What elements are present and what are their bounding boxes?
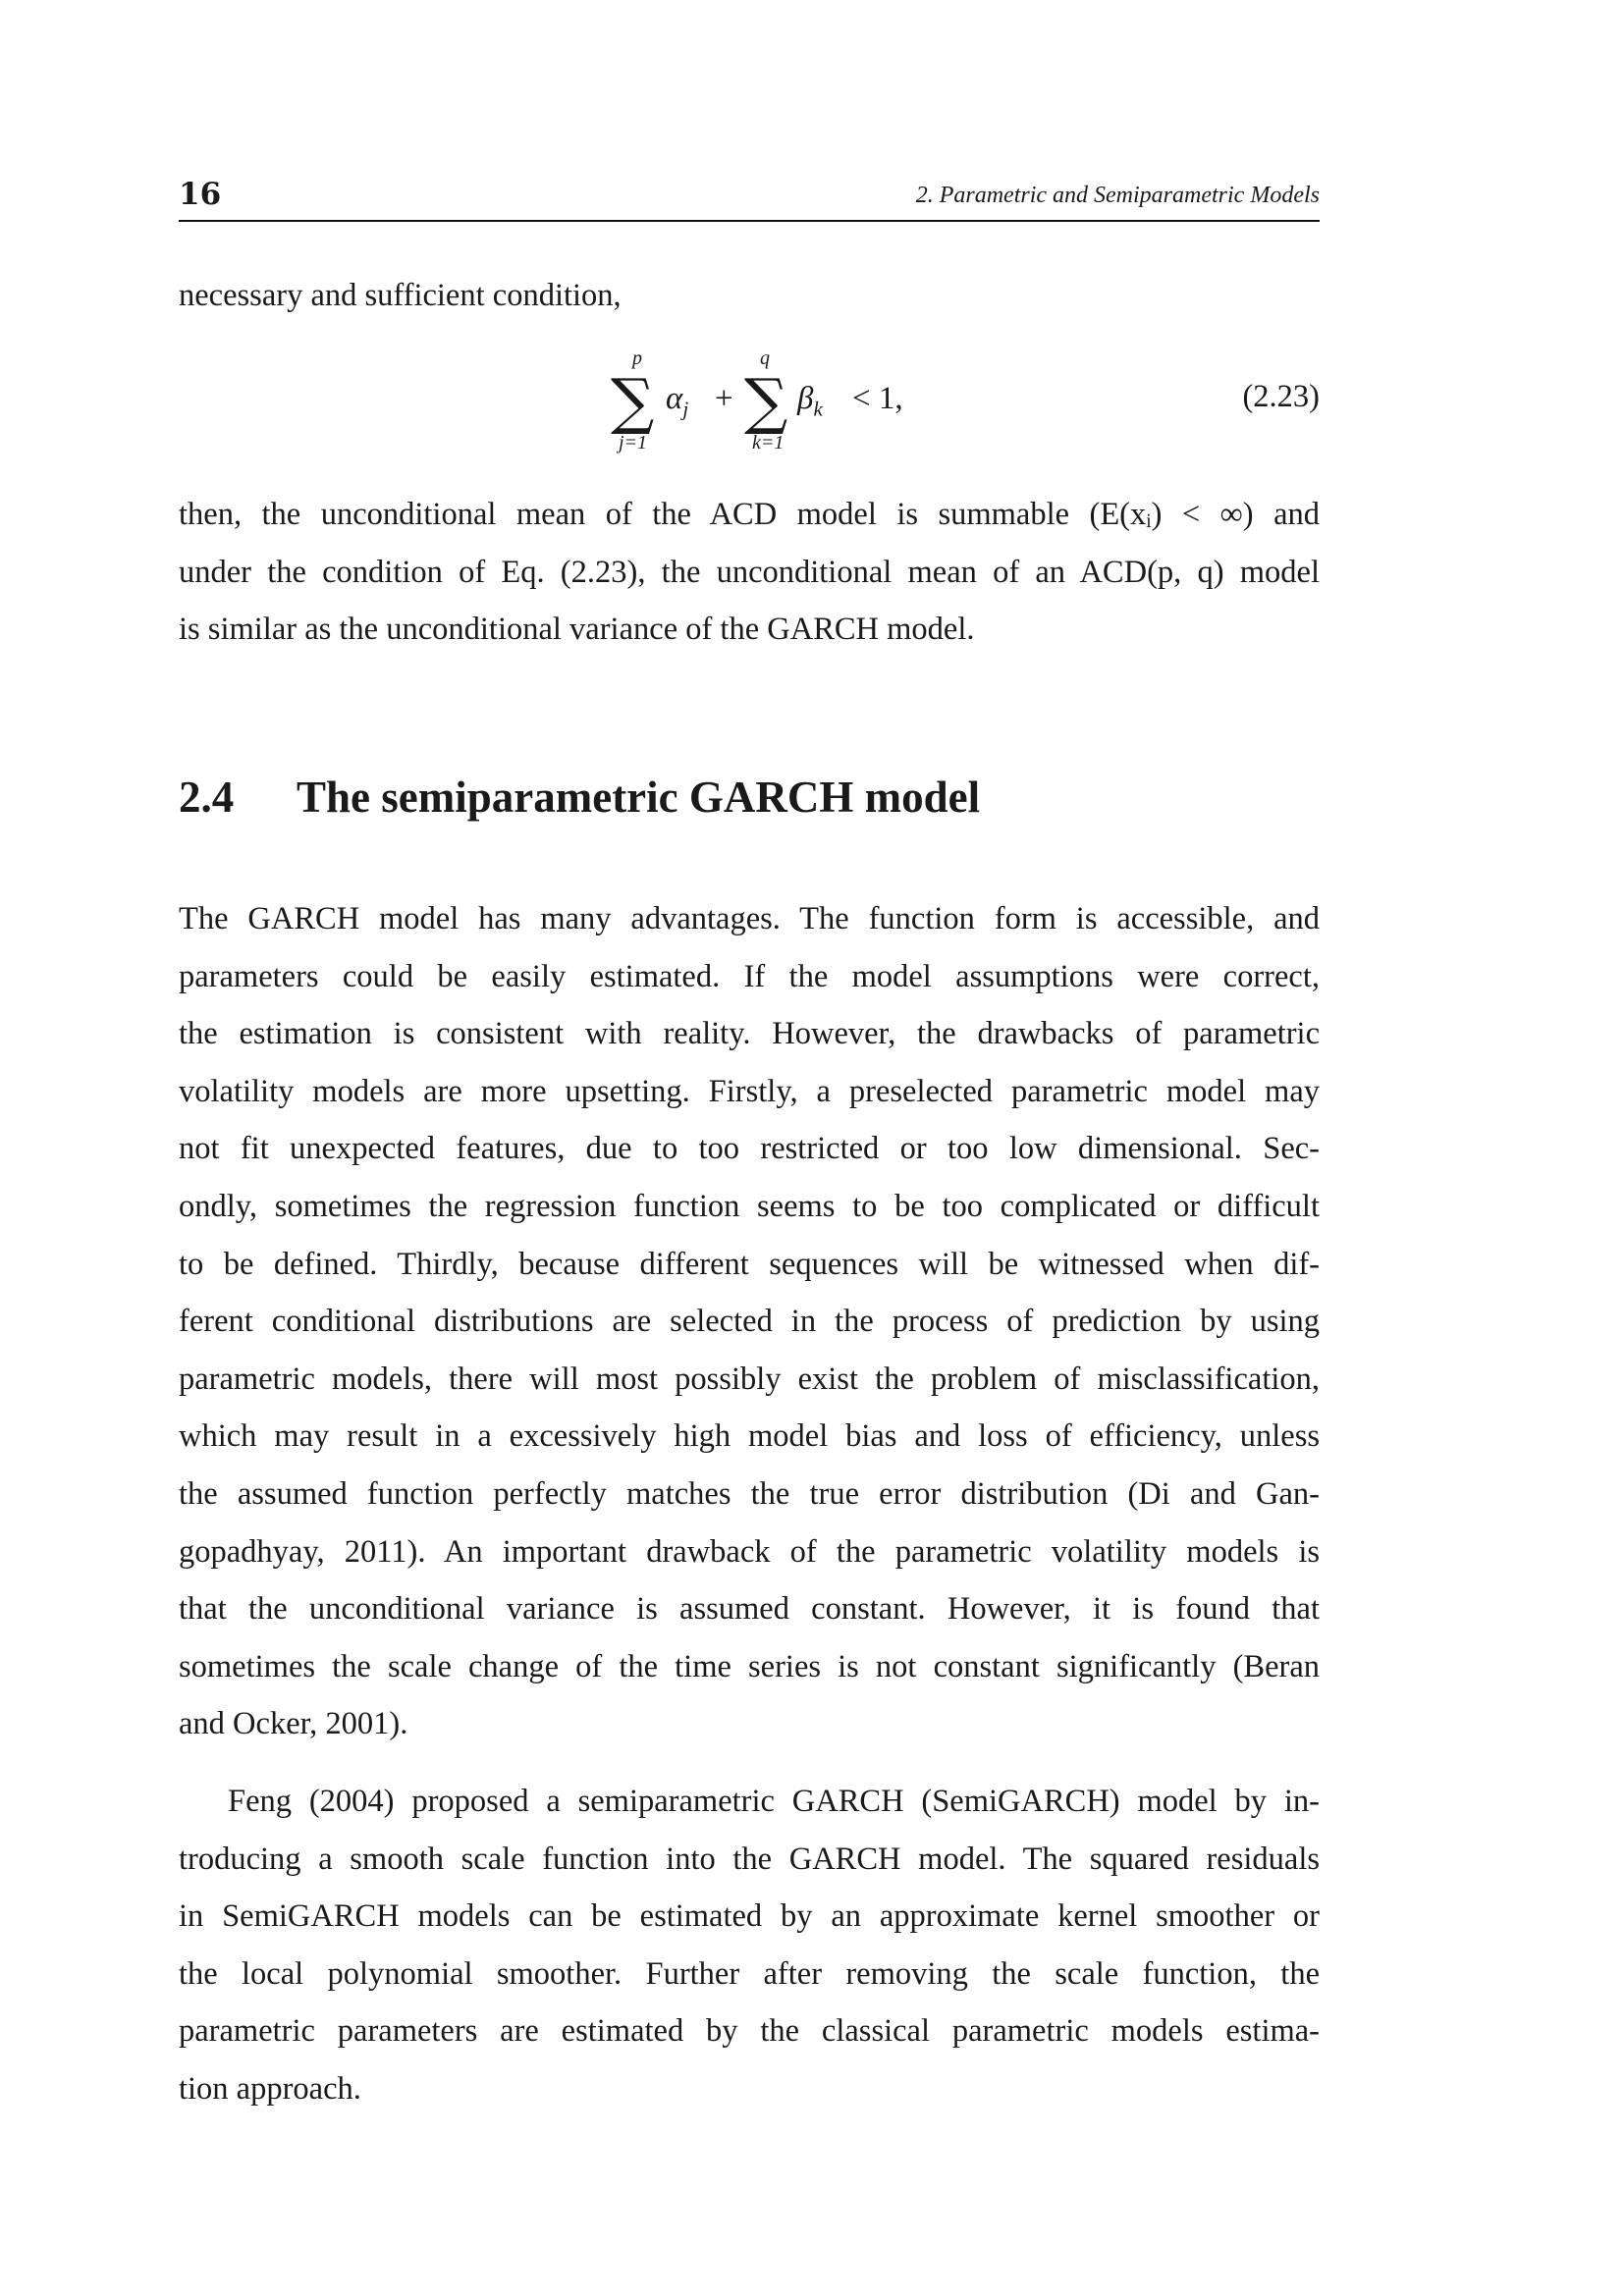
paragraph-1 — [179, 890, 1320, 1753]
text-line: sometimes the scale change of the time series is not constant significantly (Beran — [179, 1648, 1320, 1684]
equation-body — [611, 342, 1082, 459]
equation-number: (2.23) — [1242, 379, 1320, 414]
text-line: and Ocker, 2001). — [179, 1706, 408, 1742]
text-line: not fit unexpected features, due to too restricted or too low dimensional. Sec- — [179, 1131, 1320, 1167]
running-title: 2. Parametric and Semiparametric Models — [915, 183, 1320, 208]
text-line: troducing a smooth scale function into the GARCH model. The squared residuals — [179, 1841, 1320, 1877]
running-header — [179, 175, 1320, 222]
text-line: gopadhyay, 2011). An important drawback of the parametric volatility models is — [179, 1533, 1320, 1570]
relation: < 1, — [852, 381, 903, 416]
paper-page — [179, 0, 1320, 2296]
text-line: is similar as the unconditional variance of the GARCH model. — [179, 612, 975, 648]
term2 — [797, 381, 823, 422]
text-line: in SemiGARCH models can be estimated by an approximate kernel smoother or — [179, 1898, 1320, 1935]
text-line: necessary and sufficient condition, — [179, 278, 622, 313]
text-line: then, the unconditional mean of the ACD model is summable (E(xᵢ) < ∞) and — [179, 497, 1320, 532]
term1-subscript: j — [682, 397, 689, 421]
sum1-upper-limit: p — [632, 347, 642, 369]
text-line: to be defined. Thirdly, because different sequences will be witnessed when dif- — [179, 1246, 1320, 1282]
text-line: which may result in a excessively high model bias and loss of efficiency, unless — [179, 1418, 1320, 1455]
equation-2-23 — [179, 342, 1320, 459]
text-line: ondly, sometimes the regression function seems to be too complicated or difficult — [179, 1188, 1320, 1224]
text-line: ferent conditional distributions are selected in the process of prediction by using — [179, 1304, 1320, 1340]
sum1-symbol: ∑ — [611, 365, 655, 437]
sum2-lower-limit: k=1 — [752, 432, 785, 454]
term1 — [666, 381, 688, 422]
text-line: Feng (2004) proposed a semiparametric GARCH (SemiGARCH) model by in- — [228, 1784, 1320, 1819]
text-line: The GARCH model has many advantages. The function form is accessible, and — [179, 901, 1320, 936]
paragraph-2 — [179, 1773, 1320, 2118]
term2-subscript: k — [813, 397, 823, 421]
text-line: under the condition of Eq. (2.23), the unconditional mean of an ACD(p, q) model — [179, 554, 1320, 590]
sum2-upper-limit: q — [760, 347, 770, 369]
text-line: the estimation is consistent with reality. However, the drawbacks of parametric — [179, 1016, 1320, 1052]
text-line: tion approach. — [179, 2070, 361, 2107]
sum1-lower-limit: j=1 — [619, 432, 648, 454]
paragraph-after-equation — [179, 486, 1320, 659]
page-number: 16 — [179, 177, 222, 212]
section-title: The semiparametric GARCH model — [297, 773, 981, 822]
intro-text — [179, 267, 1320, 325]
text-line: parametric models, there will most possibly exist the problem of misclassification, — [179, 1361, 1320, 1397]
section-number: 2.4 — [179, 773, 235, 822]
text-line: parameters could be easily estimated. If the model assumptions were correct, — [179, 958, 1320, 994]
plus-sign: + — [715, 381, 733, 416]
text-line: volatility models are more upsetting. Firstly, a preselected parametric model may — [179, 1073, 1320, 1109]
term2-symbol: β — [797, 381, 814, 416]
text-line: parametric parameters are estimated by the classical parametric models estima- — [179, 2013, 1320, 2050]
term1-symbol: α — [666, 381, 683, 416]
text-line: the assumed function perfectly matches the true error distribution (Di and Gan- — [179, 1475, 1320, 1512]
section-heading — [179, 772, 980, 823]
text-line: that the unconditional variance is assumed constant. However, it is found that — [179, 1591, 1320, 1628]
sum2-symbol: ∑ — [744, 365, 788, 437]
text-line: the local polynomial smoother. Further after removing the scale function, the — [179, 1955, 1320, 1992]
